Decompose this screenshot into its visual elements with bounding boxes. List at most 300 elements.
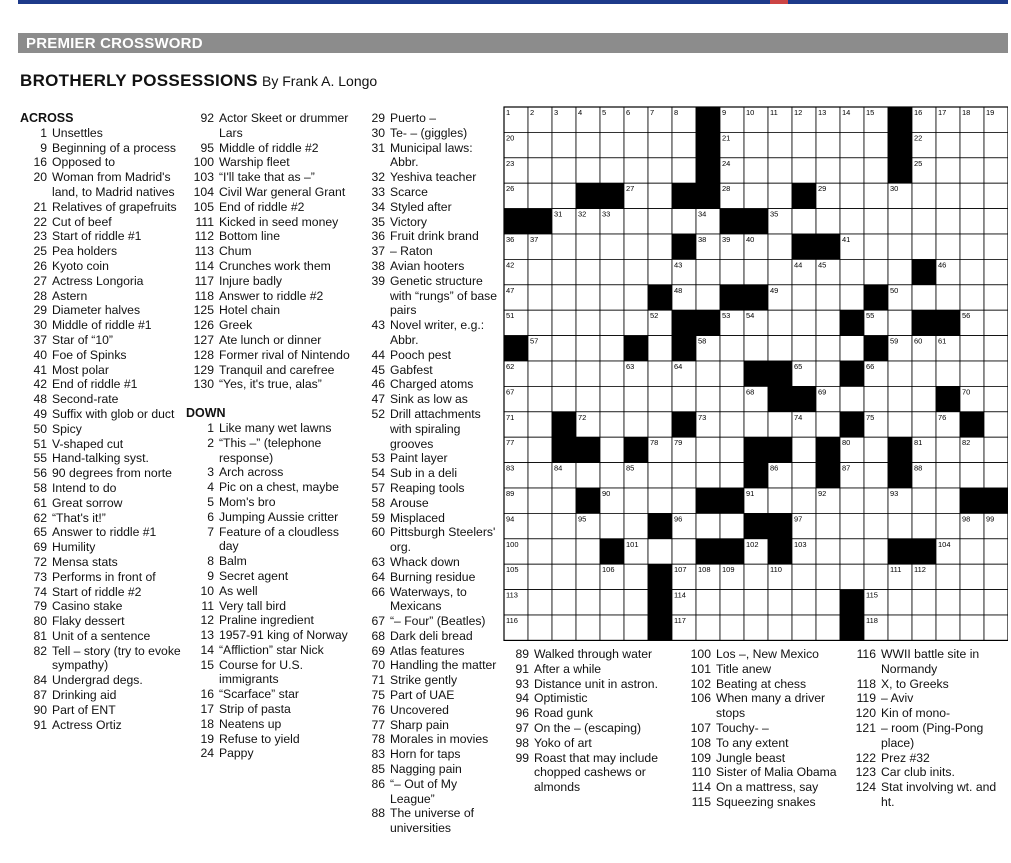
cell-number: 67 [506,387,515,397]
grid-cell[interactable] [936,590,960,615]
clue-number: 62 [33,510,47,525]
grid-cell[interactable] [696,513,720,538]
clue-number: 33 [371,184,385,199]
grid-cell[interactable] [840,564,864,589]
grid-cell[interactable] [768,488,792,513]
grid-cell[interactable] [576,285,600,310]
grid-cell[interactable] [960,615,984,640]
clue-text: Middle of riddle #1 [52,318,152,333]
grid-cell[interactable] [528,488,552,513]
grid-cell[interactable] [768,158,792,183]
grid-cell[interactable] [528,513,552,538]
grid-cell[interactable] [768,336,792,361]
grid-cell[interactable] [816,564,840,589]
grid-cell[interactable] [528,590,552,615]
grid-cell[interactable] [624,310,648,335]
clue-column-6 [848,647,1008,810]
cell-number: 86 [770,463,779,473]
grid-cell[interactable] [768,310,792,335]
grid-cell[interactable] [840,488,864,513]
grid-cell[interactable] [600,437,624,462]
grid-cell[interactable] [792,336,816,361]
grid-cell[interactable] [912,590,936,615]
grid-cell[interactable] [888,259,912,284]
grid-cell[interactable] [840,513,864,538]
grid-cell[interactable] [576,310,600,335]
grid-cell[interactable] [624,412,648,437]
grid-cell[interactable] [840,259,864,284]
grid-cell[interactable] [672,463,696,488]
grid-cell[interactable] [576,463,600,488]
grid-cell[interactable] [816,513,840,538]
grid-cell[interactable] [888,361,912,386]
grid-cell[interactable] [816,158,840,183]
grid-cell[interactable] [888,209,912,234]
grid-block [696,310,720,335]
grid-cell[interactable] [528,539,552,564]
grid-cell[interactable] [816,615,840,640]
grid-cell[interactable] [696,590,720,615]
grid-cell[interactable] [744,336,768,361]
grid-cell[interactable] [624,615,648,640]
grid-cell[interactable] [600,590,624,615]
grid-cell[interactable] [552,615,576,640]
grid-cell[interactable] [768,412,792,437]
grid-cell[interactable] [912,386,936,411]
grid-cell[interactable] [648,361,672,386]
grid-cell[interactable] [840,539,864,564]
grid-cell[interactable] [600,234,624,259]
grid-cell[interactable] [720,386,744,411]
grid-cell[interactable] [648,183,672,208]
grid-cell[interactable] [768,259,792,284]
grid-cell[interactable] [792,285,816,310]
grid-cell[interactable] [720,361,744,386]
grid-cell[interactable] [576,564,600,589]
grid-cell[interactable] [720,336,744,361]
grid-cell[interactable] [528,132,552,157]
grid-cell[interactable] [984,437,1008,462]
clue-item [357,185,499,200]
across-header: ACROSS [20,111,74,125]
clue-text: Pittsburgh Steelers' org. [390,525,496,555]
grid-cell[interactable] [720,590,744,615]
grid-cell[interactable] [528,183,552,208]
grid-cell[interactable] [552,158,576,183]
grid-cell[interactable] [864,488,888,513]
grid-cell[interactable] [888,234,912,259]
clue-number: 96 [515,706,529,721]
clue-number: 127 [193,332,214,347]
grid-cell[interactable] [864,564,888,589]
grid-cell[interactable] [864,259,888,284]
grid-cell[interactable] [576,259,600,284]
grid-cell[interactable] [600,386,624,411]
grid-cell[interactable] [672,132,696,157]
grid-cell[interactable] [624,513,648,538]
grid-cell[interactable] [984,336,1008,361]
grid-cell[interactable] [648,463,672,488]
grid-cell[interactable] [576,336,600,361]
grid-cell[interactable] [816,336,840,361]
grid-cell[interactable] [984,463,1008,488]
grid-cell[interactable] [792,564,816,589]
grid-cell[interactable] [624,285,648,310]
grid-cell[interactable] [696,259,720,284]
clue-item [683,765,843,780]
grid-cell[interactable] [768,132,792,157]
grid-cell[interactable] [600,259,624,284]
grid-cell[interactable] [672,539,696,564]
grid-cell[interactable] [720,259,744,284]
grid-cell[interactable] [696,386,720,411]
grid-cell[interactable] [576,132,600,157]
grid-cell[interactable] [984,285,1008,310]
grid-cell[interactable] [888,310,912,335]
grid-cell[interactable] [960,361,984,386]
grid-cell[interactable] [864,437,888,462]
clue-text: Suffix with glob or duct [52,406,175,421]
grid-cell[interactable] [984,158,1008,183]
grid-cell[interactable] [624,132,648,157]
clue-item [20,200,186,215]
grid-cell[interactable] [600,513,624,538]
grid-cell[interactable] [912,361,936,386]
grid-cell[interactable] [840,336,864,361]
grid-cell[interactable] [552,539,576,564]
clue-item [357,703,499,718]
grid-cell[interactable] [960,259,984,284]
grid-cell[interactable] [816,285,840,310]
grid-cell[interactable] [984,615,1008,640]
grid-cell[interactable] [936,361,960,386]
grid-cell[interactable] [960,158,984,183]
grid-cell[interactable] [600,615,624,640]
grid-cell[interactable] [936,234,960,259]
grid-cell[interactable] [792,132,816,157]
grid-cell[interactable] [840,158,864,183]
clue-number: 9 [40,140,47,155]
grid-cell[interactable] [648,132,672,157]
grid-cell[interactable] [552,564,576,589]
grid-cell[interactable] [720,437,744,462]
grid-cell[interactable] [648,539,672,564]
grid-cell[interactable] [552,183,576,208]
clue-number: 69 [371,643,385,658]
clue-text: Distance unit in astron. [534,676,658,691]
grid-cell[interactable] [648,158,672,183]
grid-cell[interactable] [936,132,960,157]
clue-number: 57 [371,480,385,495]
grid-cell[interactable] [672,386,696,411]
grid-cell[interactable] [816,209,840,234]
down-header: DOWN [186,406,226,421]
grid-cell[interactable] [936,615,960,640]
clue-text: Handling the matter [390,658,497,673]
grid-cell[interactable] [624,564,648,589]
grid-cell[interactable] [624,209,648,234]
grid-cell[interactable] [792,615,816,640]
grid-cell[interactable] [936,564,960,589]
grid-cell[interactable] [600,285,624,310]
grid-cell[interactable] [576,234,600,259]
grid-cell[interactable] [864,386,888,411]
grid-cell[interactable] [600,463,624,488]
grid-cell[interactable] [912,209,936,234]
grid-cell[interactable] [768,590,792,615]
cell-number: 9 [722,108,727,117]
grid-cell[interactable] [528,259,552,284]
grid-cell[interactable] [648,209,672,234]
cell-number: 70 [962,387,971,397]
grid-cell[interactable] [672,209,696,234]
grid-cell[interactable] [720,463,744,488]
grid-cell[interactable] [600,132,624,157]
grid-cell[interactable] [864,183,888,208]
grid-cell[interactable] [816,412,840,437]
grid-cell[interactable] [912,412,936,437]
grid-cell[interactable] [744,183,768,208]
grid-cell[interactable] [912,615,936,640]
grid-cell[interactable] [600,412,624,437]
grid-cell[interactable] [960,132,984,157]
grid-cell[interactable] [792,590,816,615]
grid-cell[interactable] [768,234,792,259]
grid-cell[interactable] [624,158,648,183]
grid-block [840,615,864,640]
grid-cell[interactable] [600,310,624,335]
clue-number: 38 [371,258,385,273]
grid-cell[interactable] [936,463,960,488]
grid-cell[interactable] [528,361,552,386]
grid-cell[interactable] [648,234,672,259]
grid-cell[interactable] [720,412,744,437]
grid-cell[interactable] [864,234,888,259]
grid-cell[interactable] [984,132,1008,157]
grid-cell[interactable] [648,336,672,361]
grid-cell[interactable] [744,590,768,615]
grid-cell[interactable] [984,183,1008,208]
clue-item [186,348,356,363]
grid-cell[interactable] [528,437,552,462]
grid-cell[interactable] [696,615,720,640]
grid-cell[interactable] [768,615,792,640]
grid-cell[interactable] [792,437,816,462]
grid-cell[interactable] [528,158,552,183]
grid-cell[interactable] [552,336,576,361]
grid-cell[interactable] [984,259,1008,284]
grid-cell[interactable] [528,615,552,640]
grid-cell[interactable] [816,539,840,564]
cell-number: 61 [938,336,947,346]
grid-cell[interactable] [792,209,816,234]
grid-cell[interactable] [600,361,624,386]
cell-number: 17 [938,108,947,117]
grid-cell[interactable] [576,615,600,640]
grid-cell[interactable] [936,285,960,310]
grid-cell[interactable] [528,310,552,335]
grid-cell[interactable] [744,412,768,437]
grid-cell[interactable] [984,209,1008,234]
grid-cell[interactable] [960,463,984,488]
grid-cell[interactable] [936,513,960,538]
cell-number: 81 [914,438,923,448]
clue-text: Spicy [52,421,82,436]
grid-cell[interactable] [912,183,936,208]
clue-text: Gabfest [390,362,433,377]
grid-cell[interactable] [744,158,768,183]
grid-cell[interactable] [912,234,936,259]
clue-number: 84 [33,673,47,688]
grid-cell[interactable] [600,336,624,361]
grid-cell[interactable] [552,234,576,259]
grid-cell[interactable] [720,615,744,640]
grid-cell[interactable] [960,209,984,234]
grid-cell[interactable] [816,310,840,335]
grid-cell[interactable] [888,590,912,615]
grid-cell[interactable] [864,158,888,183]
grid-cell[interactable] [696,437,720,462]
grid-cell[interactable] [984,412,1008,437]
grid-block [624,437,648,462]
grid-cell[interactable] [792,463,816,488]
grid-cell[interactable] [528,463,552,488]
grid-cell[interactable] [864,513,888,538]
grid-cell[interactable] [840,285,864,310]
grid-cell[interactable] [960,564,984,589]
grid-cell[interactable] [576,361,600,386]
grid-cell[interactable] [912,513,936,538]
grid-cell[interactable] [936,209,960,234]
grid-cell[interactable] [552,386,576,411]
clue-text: Reaping tools [390,480,465,495]
clue-text: Answer to riddle #2 [219,288,324,303]
grid-cell[interactable] [960,183,984,208]
grid-cell[interactable] [936,158,960,183]
grid-cell[interactable] [648,488,672,513]
grid-cell[interactable] [960,539,984,564]
grid-cell[interactable] [552,488,576,513]
grid-cell[interactable] [648,386,672,411]
grid-cell[interactable] [624,234,648,259]
grid-cell[interactable] [888,615,912,640]
grid-cell[interactable] [576,590,600,615]
grid-cell[interactable] [864,539,888,564]
grid-cell[interactable] [624,590,648,615]
grid-cell[interactable] [984,361,1008,386]
grid-cell[interactable] [960,234,984,259]
grid-cell[interactable] [888,513,912,538]
grid-cell[interactable] [816,361,840,386]
grid-cell[interactable] [840,209,864,234]
grid-cell[interactable] [744,132,768,157]
grid-cell[interactable] [960,336,984,361]
grid-cell[interactable] [528,285,552,310]
clue-text: Second-rate [52,392,119,407]
grid-cell[interactable] [864,209,888,234]
grid-cell[interactable] [960,590,984,615]
grid-cell[interactable] [552,513,576,538]
grid-cell[interactable] [984,539,1008,564]
grid-cell[interactable] [888,386,912,411]
cell-number: 7 [650,108,655,117]
crossword-grid[interactable] [503,106,1008,641]
clue-item [20,333,186,348]
grid-cell[interactable] [960,285,984,310]
grid-cell[interactable] [744,615,768,640]
grid-cell[interactable] [792,488,816,513]
grid-cell[interactable] [696,285,720,310]
grid-cell[interactable] [528,564,552,589]
grid-cell[interactable] [624,259,648,284]
grid-cell[interactable] [648,259,672,284]
grid-cell[interactable] [840,132,864,157]
grid-cell[interactable] [576,386,600,411]
grid-cell[interactable] [792,310,816,335]
grid-cell[interactable] [624,386,648,411]
grid-cell[interactable] [840,183,864,208]
clue-text: Waterways, to Mexicans [390,584,467,614]
grid-cell[interactable] [552,310,576,335]
grid-cell[interactable] [624,488,648,513]
grid-cell[interactable] [888,412,912,437]
grid-cell[interactable] [696,361,720,386]
grid-cell[interactable] [744,259,768,284]
grid-cell[interactable] [816,590,840,615]
grid-cell[interactable] [864,463,888,488]
grid-cell[interactable] [600,158,624,183]
grid-cell[interactable] [984,310,1008,335]
grid-cell[interactable] [864,132,888,157]
grid-cell[interactable] [528,412,552,437]
grid-cell[interactable] [984,564,1008,589]
grid-cell[interactable] [552,590,576,615]
grid-cell[interactable] [984,590,1008,615]
grid-cell[interactable] [648,412,672,437]
grid-cell[interactable] [576,539,600,564]
grid-cell[interactable] [768,183,792,208]
grid-cell[interactable] [720,513,744,538]
grid-cell[interactable] [984,386,1008,411]
grid-cell[interactable] [552,361,576,386]
grid-cell[interactable] [672,488,696,513]
grid-cell[interactable] [912,488,936,513]
clue-item [848,751,1008,766]
cell-number: 105 [506,565,519,575]
grid-cell[interactable] [744,564,768,589]
clue-item [186,303,356,318]
clue-number: 16 [33,155,47,170]
grid-cell[interactable] [936,437,960,462]
grid-cell[interactable] [792,158,816,183]
grid-cell[interactable] [672,158,696,183]
cell-number: 111 [890,565,902,575]
grid-cell[interactable] [552,285,576,310]
grid-cell[interactable] [984,234,1008,259]
grid-cell[interactable] [696,463,720,488]
grid-cell[interactable] [840,386,864,411]
grid-cell[interactable] [936,183,960,208]
clue-number: 42 [33,377,47,392]
grid-cell[interactable] [528,386,552,411]
grid-cell[interactable] [552,132,576,157]
grid-cell[interactable] [912,285,936,310]
grid-cell[interactable] [576,158,600,183]
clue-item [502,706,667,721]
grid-cell[interactable] [552,259,576,284]
grid-cell[interactable] [816,132,840,157]
grid-cell[interactable] [936,488,960,513]
